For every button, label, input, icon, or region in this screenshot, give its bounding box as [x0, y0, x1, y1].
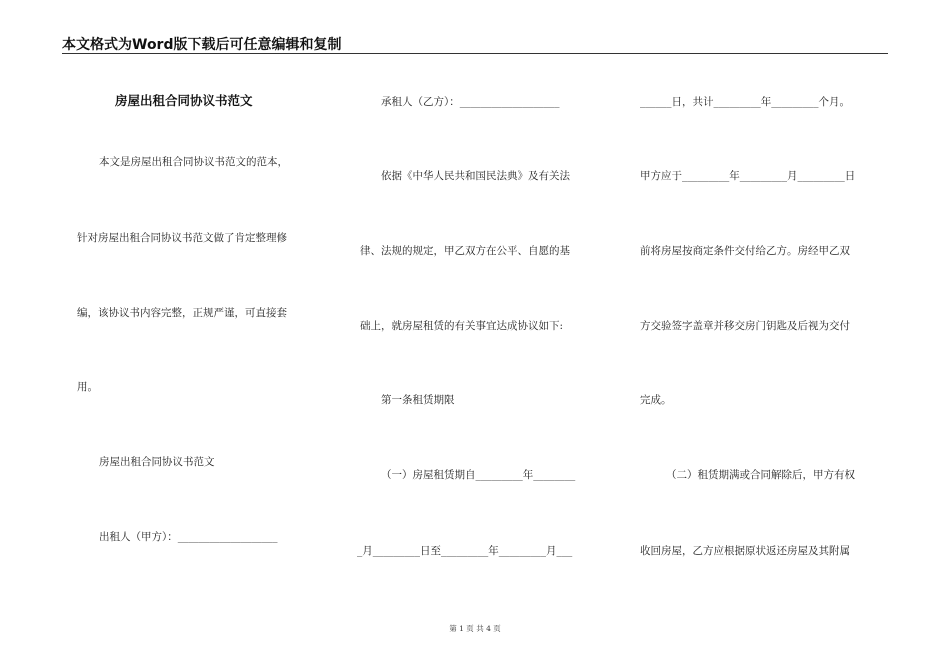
expiry-line-1: （二）租赁期满或合同解除后，甲方有权	[666, 469, 855, 481]
intro-line-1: 本文是房屋出租合同协议书范文的范本，	[99, 156, 288, 168]
delivery-line-4: 完成。	[640, 394, 672, 406]
intro-line-3: 编，该协议书内容完整，正规严谨，可直接套	[77, 307, 287, 319]
page-number: 第 1 页 共 4 页	[449, 624, 501, 633]
delivery-line-3: 方交验签字盖章并移交房门钥匙及后视为交付	[640, 320, 850, 332]
lessor-field: 出租人（甲方）：___________________	[99, 531, 278, 543]
term-line-1: （一）房屋租赁期自_________年________	[381, 469, 576, 481]
delivery-line-1: 甲方应于_________年_________月_________日	[640, 170, 856, 182]
lessee-field: 承租人（乙方）：___________________	[381, 96, 560, 108]
contract-subtitle: 房屋出租合同协议书范文	[99, 456, 215, 468]
header-divider	[62, 53, 888, 54]
document-header: 本文格式为Word版下载后可任意编辑和复制	[62, 37, 342, 53]
document-title: 房屋出租合同协议书范文	[115, 93, 253, 108]
article-1-heading: 第一条租赁期限	[381, 394, 455, 406]
expiry-line-2: 收回房屋，乙方应根据原状返还房屋及其附属	[640, 545, 850, 557]
basis-line-2: 律、法规的规定，甲乙双方在公平、自愿的基	[360, 245, 570, 257]
term-line-2: _月_________日至_________年_________月___	[357, 545, 573, 557]
intro-line-4: 用。	[77, 381, 98, 393]
basis-line-1: 依据《中华人民共和国民法典》及有关法	[381, 170, 570, 182]
delivery-line-2: 前将房屋按商定条件交付给乙方。房经甲乙双	[640, 245, 850, 257]
basis-line-3: 础上，就房屋租赁的有关事宜达成协议如下:	[360, 320, 564, 332]
term-line-3: ______日，共计_________年_________个月。	[640, 96, 850, 108]
intro-line-2: 针对房屋出租合同协议书范文做了肯定整理修	[77, 232, 287, 244]
